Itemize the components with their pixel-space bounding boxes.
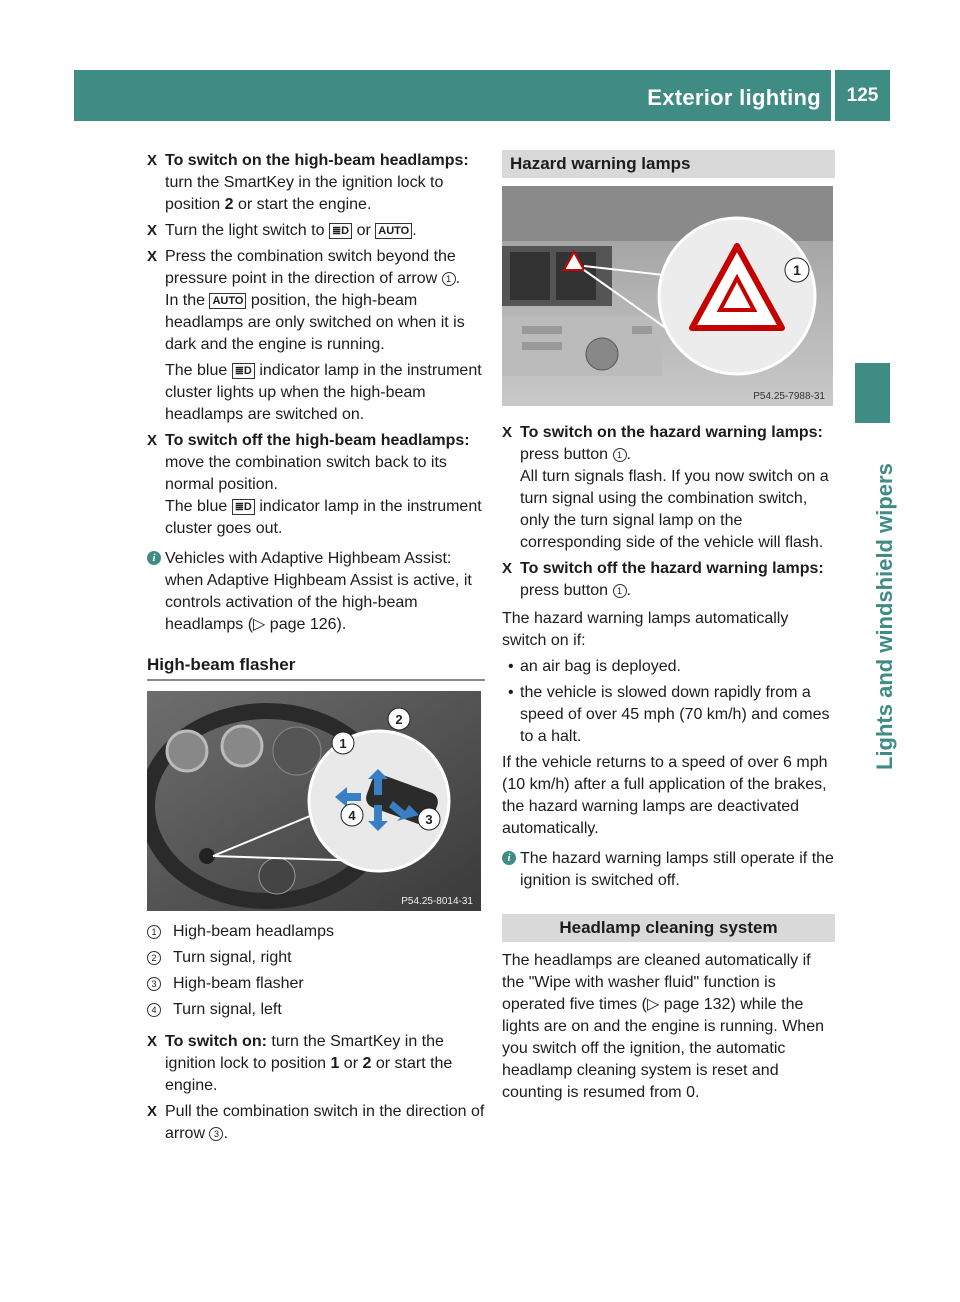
step-text: move the combination switch back to its normal position. (165, 454, 447, 493)
step-heading: To switch on the high-beam headlamps: (165, 152, 469, 169)
step-marker-icon: X (502, 560, 513, 577)
step-text: indicator lamp in the instrument cluster goes out. (165, 498, 482, 537)
chapter-label: Lights and windshield wipers (872, 463, 897, 770)
info-note (502, 848, 835, 892)
position-number: 1 (330, 1055, 340, 1072)
step-marker-icon: X (147, 1103, 158, 1120)
step-text: turn the SmartKey in the ignition lock to position (165, 174, 444, 213)
callout-circle: 2 (147, 951, 161, 965)
legend-item (147, 921, 485, 943)
step-text: All turn signals flash. If you now switch on a turn signal using the combination switch, only the turn signal lamp on the corresponding side of the vehicle will flash. (520, 468, 829, 551)
step-heading: To switch off the high-beam headlamps: (165, 432, 470, 449)
section-heading: Headlamp cleaning system (502, 914, 835, 942)
info-icon: i (502, 851, 516, 865)
legend-label: High-beam flasher (173, 975, 304, 992)
bullet-icon: • (508, 658, 514, 675)
page-title: Exterior lighting (647, 85, 821, 110)
step-text: Pull the combination switch in the direction of arrow (165, 1103, 485, 1142)
paragraph: The hazard warning lamps automatically switch on if: (502, 610, 789, 649)
step-hazard-on: X To switch on the hazard warning lamps: press button 1 . All turn signals flash. If you now switch on a turn signal using the combination switch, only the turn signal lamp on the corresponding side of the vehicle will flash. (502, 424, 829, 551)
header-bar (74, 70, 831, 121)
page-number: 125 (835, 70, 890, 121)
callout-circle: 1 (613, 448, 627, 462)
legend-item (147, 973, 485, 995)
callout-label-1: 1 (339, 736, 347, 751)
callout-circle: 1 (613, 584, 627, 598)
chapter-tab (855, 363, 890, 423)
position-number: 2 (224, 196, 234, 213)
hazard-button-photo (502, 186, 833, 406)
step-flasher-switch-on (147, 1031, 485, 1097)
list-text: an air bag is deployed. (520, 658, 681, 675)
step-marker-icon: X (147, 248, 158, 265)
info-note (147, 548, 485, 636)
right-column (502, 150, 835, 1108)
list-item (502, 682, 835, 748)
step-text: Press the combination switch beyond the pressure point in the direction of arrow (165, 248, 456, 287)
info-text: Vehicles with Adaptive Highbeam Assist: when Adaptive Highbeam Assist is active, it controls activation of the high-beam headlamps (▷ page 126). (165, 550, 472, 633)
callout-circle: 3 (147, 977, 161, 991)
step-light-switch: X Turn the light switch to ≣D or AUTO . (147, 220, 485, 242)
combination-switch-photo (147, 691, 481, 911)
step-marker-icon: X (147, 432, 158, 449)
step-switch-off-high-beam (147, 430, 485, 540)
photo-reference: P54.25-8014-31 (401, 896, 473, 907)
bullet-icon: • (508, 684, 514, 701)
callout-circle: 1 (147, 925, 161, 939)
auto-symbol-icon: AUTO (209, 293, 246, 309)
step-text: turn the SmartKey in the ignition lock to position (165, 1033, 444, 1072)
step-text: press button (520, 446, 609, 463)
callout-circle: 4 (147, 1003, 161, 1017)
step-text: The blue (165, 362, 228, 379)
step-text: indicator lamp in the instrument cluster lights up when the high-beam headlamps are switched on. (165, 362, 482, 423)
step-text: In the (165, 292, 206, 309)
step-press-switch: X Press the combination switch beyond the pressure point in the direction of arrow 1 . In the AUTO position, the high-beam headlamps are only switched on when it is dark and the engine is running. The blue ≣D indicator lamp in the instrument cluster lights up when the high-beam headlamps are switched on. (147, 248, 482, 423)
paragraph: The headlamps are cleaned automatically if the "Wipe with washer fluid" function is operated five times (▷ page 132) while the lights are on and the engine is running. When you switch off the ignition, the automatic headlamp cleaning system is reset and counting is resumed from 0. (502, 952, 824, 1101)
hazard-button-illustration (502, 186, 833, 406)
step-text: Turn the light switch to (165, 222, 325, 239)
legend-label: High-beam headlamps (173, 923, 334, 940)
left-column (147, 150, 485, 1149)
legend-label: Turn signal, left (173, 1001, 282, 1018)
step-flasher-pull: X Pull the combination switch in the direction of arrow 3 . (147, 1103, 485, 1142)
section-heading: Hazard warning lamps (502, 150, 835, 178)
step-text: or start the engine. (237, 196, 372, 213)
section-heading: High-beam flasher (147, 654, 485, 681)
step-marker-icon: X (147, 152, 158, 169)
step-marker-icon: X (147, 1033, 158, 1050)
callout-circle: 1 (442, 272, 456, 286)
step-heading: To switch on the hazard warning lamps: (520, 424, 823, 441)
step-heading: To switch on: (165, 1033, 267, 1050)
step-text: or (356, 222, 371, 239)
step-text: position, the high-beam headlamps are only switched on when it is dark and the engine is running. (165, 292, 465, 353)
combination-switch-illustration (147, 691, 481, 911)
high-beam-indicator-icon: ≣D (232, 499, 255, 515)
list-text: the vehicle is slowed down rapidly from a speed of over 45 mph (70 km/h) and comes to a halt. (520, 684, 830, 745)
position-number: 2 (362, 1055, 372, 1072)
step-text: The blue (165, 498, 228, 515)
step-text: or (343, 1055, 359, 1072)
step-marker-icon: X (502, 424, 513, 441)
step-text: press button (520, 582, 609, 599)
callout-circle: 3 (209, 1127, 223, 1141)
callout-label-1: 1 (793, 262, 801, 278)
step-text: or start the engine. (165, 1055, 453, 1094)
step-marker-icon: X (147, 222, 158, 239)
callout-label-2: 2 (395, 712, 403, 727)
callout-label-4: 4 (348, 808, 356, 823)
paragraph: If the vehicle returns to a speed of over 6 mph (10 km/h) after a full application of the brakes, the hazard warning lamps are deactivated automatically. (502, 754, 828, 837)
list-item (502, 656, 835, 678)
info-icon: i (147, 551, 161, 565)
low-beam-symbol-icon: ≣D (329, 223, 352, 239)
high-beam-indicator-icon: ≣D (232, 363, 255, 379)
info-text: The hazard warning lamps still operate if the ignition is switched off. (520, 850, 834, 889)
step-switch-on-high-beam (147, 150, 485, 216)
legend-item (147, 947, 485, 969)
step-hazard-off: X To switch off the hazard warning lamps: press button 1 . (502, 560, 824, 599)
photo-reference: P54.25-7988-31 (753, 391, 825, 402)
callout-label-3: 3 (425, 812, 433, 827)
step-heading: To switch off the hazard warning lamps: (520, 560, 824, 577)
auto-symbol-icon: AUTO (375, 223, 412, 239)
legend-item (147, 999, 485, 1021)
legend-label: Turn signal, right (173, 949, 292, 966)
